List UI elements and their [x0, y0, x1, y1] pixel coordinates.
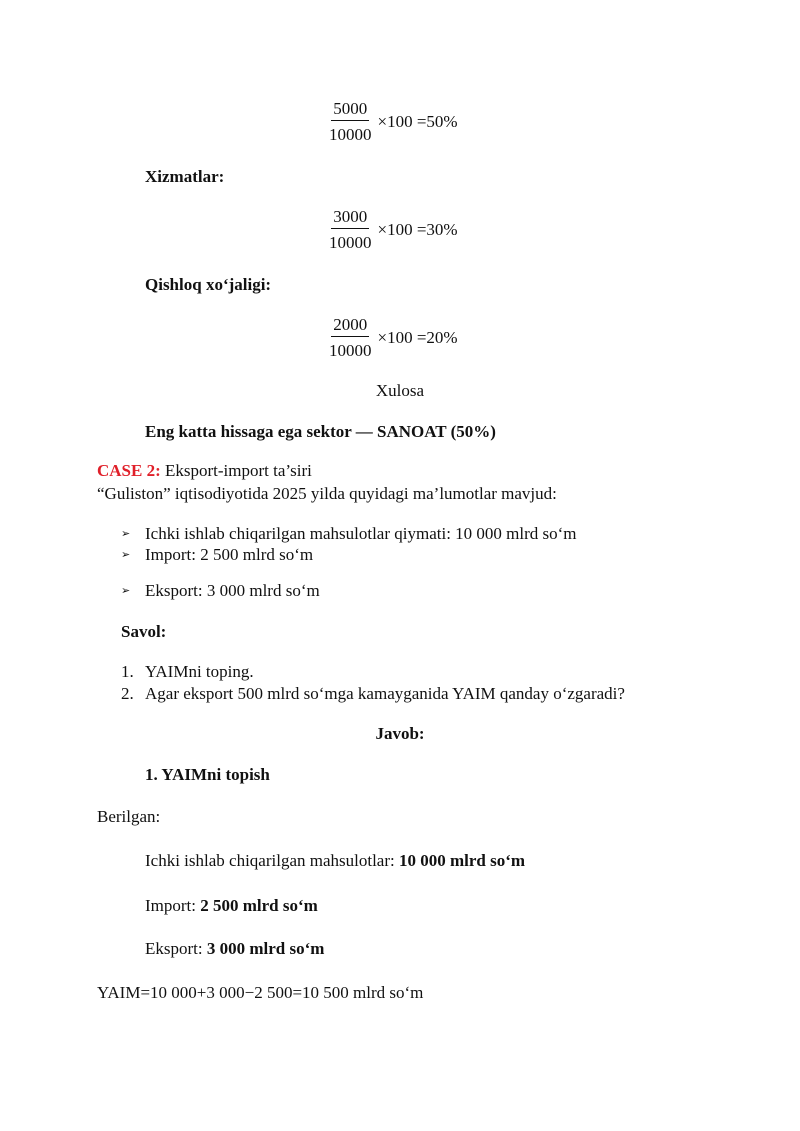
case-label: CASE 2:	[97, 461, 161, 480]
given-label: Import:	[145, 896, 201, 915]
bullet-item: Import: 2 500 mlrd so‘m	[145, 545, 314, 564]
fraction-numerator: 2000	[331, 316, 369, 337]
fraction-denominator: 10000	[329, 341, 372, 360]
question-text: Agar eksport 500 mlrd so‘mga kamayganida YAIM qanday o‘zgaradi?	[145, 684, 625, 703]
given-value: 2 500 mlrd so‘m	[200, 896, 318, 915]
case2-intro: “Guliston” iqtisodiyotida 2025 yilda quyidagi ma’lumotlar mavjud:	[97, 484, 557, 503]
formula-result: ×100 =20%	[377, 328, 458, 347]
arrow-bullet-icon: ➢	[121, 549, 131, 561]
fraction	[327, 100, 374, 143]
javob-heading: Javob:	[375, 724, 425, 743]
formula-result: ×100 =30%	[377, 220, 458, 239]
bullet-item: Ichki ishlab chiqarilgan mahsulotlar qiymati: 10 000 mlrd so‘m	[145, 524, 577, 543]
given-item	[145, 852, 525, 869]
formula-xizmatlar	[327, 208, 458, 251]
result-formula: YAIM=10 000+3 000−2 500=10 500 mlrd so‘m	[97, 983, 424, 1002]
question-number: 1.	[121, 662, 134, 681]
heading-qishloq: Qishloq xo‘jaligi:	[145, 275, 272, 294]
given-value: 3 000 mlrd so‘m	[206, 939, 325, 958]
fraction-denominator: 10000	[329, 125, 372, 144]
formula-result: ×100 =50%	[377, 112, 458, 131]
savol-heading: Savol:	[121, 622, 167, 641]
arrow-bullet-icon: ➢	[121, 585, 131, 597]
given-label: Ichki ishlab chiqarilgan mahsulotlar:	[145, 851, 399, 870]
fraction	[327, 208, 374, 251]
question-text: YAIMni toping.	[145, 662, 254, 681]
case2-title	[97, 462, 312, 479]
fraction	[327, 316, 374, 359]
xulosa-heading: Xulosa	[375, 381, 425, 400]
given-item	[145, 897, 318, 914]
fraction-numerator: 3000	[331, 208, 369, 229]
case-title: Eksport-import ta’siri	[160, 461, 312, 480]
formula-sanoat	[327, 100, 458, 143]
given-item	[145, 940, 324, 957]
bullet-item: Eksport: 3 000 mlrd so‘m	[145, 581, 320, 600]
arrow-bullet-icon: ➢	[121, 528, 131, 540]
formula-qishloq	[327, 316, 458, 359]
given-value: 10 000 mlrd so‘m	[399, 851, 526, 870]
given-label: Eksport:	[145, 939, 207, 958]
step1-heading: 1. YAIMni topish	[145, 765, 270, 784]
question-number: 2.	[121, 684, 134, 703]
fraction-numerator: 5000	[331, 100, 369, 121]
fraction-denominator: 10000	[329, 233, 372, 252]
heading-xizmatlar: Xizmatlar:	[145, 167, 225, 186]
conclusion-text: Eng katta hissaga ega sektor — SANOAT (50%)	[145, 422, 496, 441]
berilgan-label: Berilgan:	[97, 807, 161, 826]
